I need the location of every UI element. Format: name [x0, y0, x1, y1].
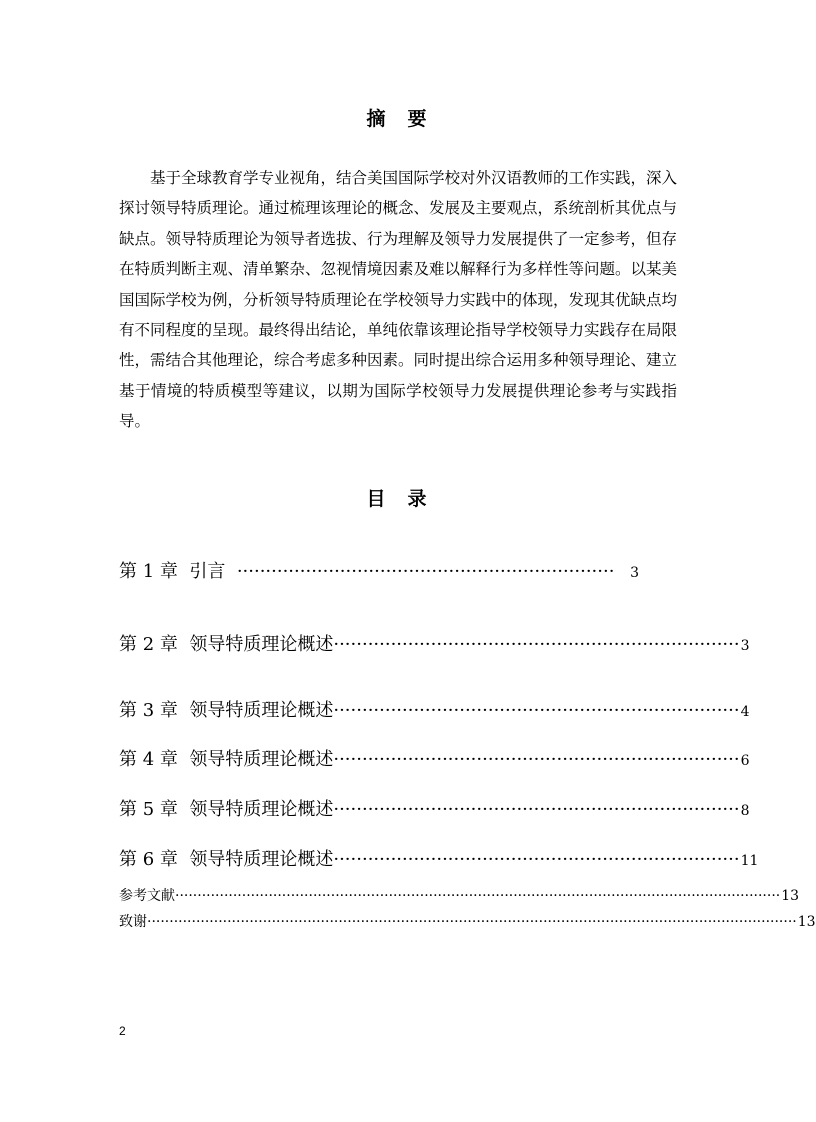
toc-chapter-number: 第 5 章: [119, 799, 178, 820]
toc-entry-title: 领导特质理论概述: [189, 700, 334, 721]
toc-heading: [0, 484, 793, 511]
toc-entry-acknowledgements[interactable]: [119, 911, 816, 931]
toc-leader-dots: ·······································································: [333, 749, 740, 770]
toc-leader-dots: ·······································································: [333, 799, 740, 820]
toc-entry-title: 领导特质理论概述: [189, 749, 334, 770]
toc-chapter-number: 第 3 章: [119, 700, 178, 721]
toc-leader-dots: ··································································: [236, 561, 615, 582]
abstract-body: 基于全球教育学专业视角，结合美国国际学校对外汉语教师的工作实践，深入探讨领导特质理论。通过梳理该理论的概念、发展及主要观点，系统剖析其优点与缺点。领导特质理论为领导者选拔、行为理解及领导力发展提供了一定参考，但存在特质判断主观、清单繁杂、忽视情境因素及难以解释行为多样性等问题。以某美国国际学校为例，分析领导特质理论在学校领导力实践中的体现，发现其优缺点均有不同程度的呈现。最终得出结论，单纯依靠该理论指导学校领导力实践存在局限性，需结合其他理论，综合考虑多种因素。同时提出综合运用多种领导理论、建立基于情境的特质模型等建议，以期为国际学校领导力发展提供理论参考与实践指导。: [119, 169, 678, 431]
toc-entry-references[interactable]: [119, 885, 800, 905]
toc-leader-dots: ·······································································: [333, 700, 740, 721]
toc-entry-title: 领导特质理论概述: [189, 634, 334, 655]
toc-entry[interactable]: [119, 696, 750, 722]
toc-chapter-number: 第 2 章: [119, 634, 178, 655]
toc-entry[interactable]: [119, 630, 750, 656]
toc-leader-dots: ··················································································································································: [147, 914, 797, 930]
toc-entry-title: 引言: [189, 561, 226, 582]
toc-leader-dots: ········································································································································: [175, 888, 781, 904]
abstract-heading-char: 要: [407, 108, 427, 130]
toc-entry-title: 参考文献: [119, 888, 175, 904]
abstract-heading: [0, 104, 793, 131]
toc-entry-title: 领导特质理论概述: [189, 799, 334, 820]
toc-entry-title: 领导特质理论概述: [189, 849, 334, 870]
toc-entry[interactable]: [119, 845, 759, 871]
toc-heading-char: 目: [366, 488, 386, 510]
toc-chapter-number: 第 1 章: [119, 561, 178, 582]
toc-leader-dots: ·······································································: [333, 634, 740, 655]
toc-page-number: 3: [740, 638, 750, 654]
toc-heading-char: 录: [407, 488, 427, 510]
toc-page-number: 13: [781, 888, 800, 904]
abstract-heading-char: 摘: [366, 108, 386, 130]
toc-leader-dots: ·······································································: [333, 849, 740, 870]
toc-chapter-number: 第 4 章: [119, 749, 178, 770]
toc-page-number: 3: [630, 565, 639, 581]
toc-entry-title: 致谢: [119, 914, 147, 930]
toc-page-number: 8: [740, 803, 750, 819]
toc-page-number: 4: [740, 704, 750, 720]
page-number: 2: [119, 1024, 126, 1038]
toc-page-number: 11: [740, 853, 759, 869]
toc-chapter-number: 第 6 章: [119, 849, 178, 870]
toc-entry[interactable]: [119, 795, 750, 821]
toc-entry[interactable]: [119, 745, 750, 771]
toc-entry[interactable]: [119, 557, 639, 583]
toc-page-number: 13: [797, 914, 816, 930]
toc-page-number: 6: [740, 753, 750, 769]
